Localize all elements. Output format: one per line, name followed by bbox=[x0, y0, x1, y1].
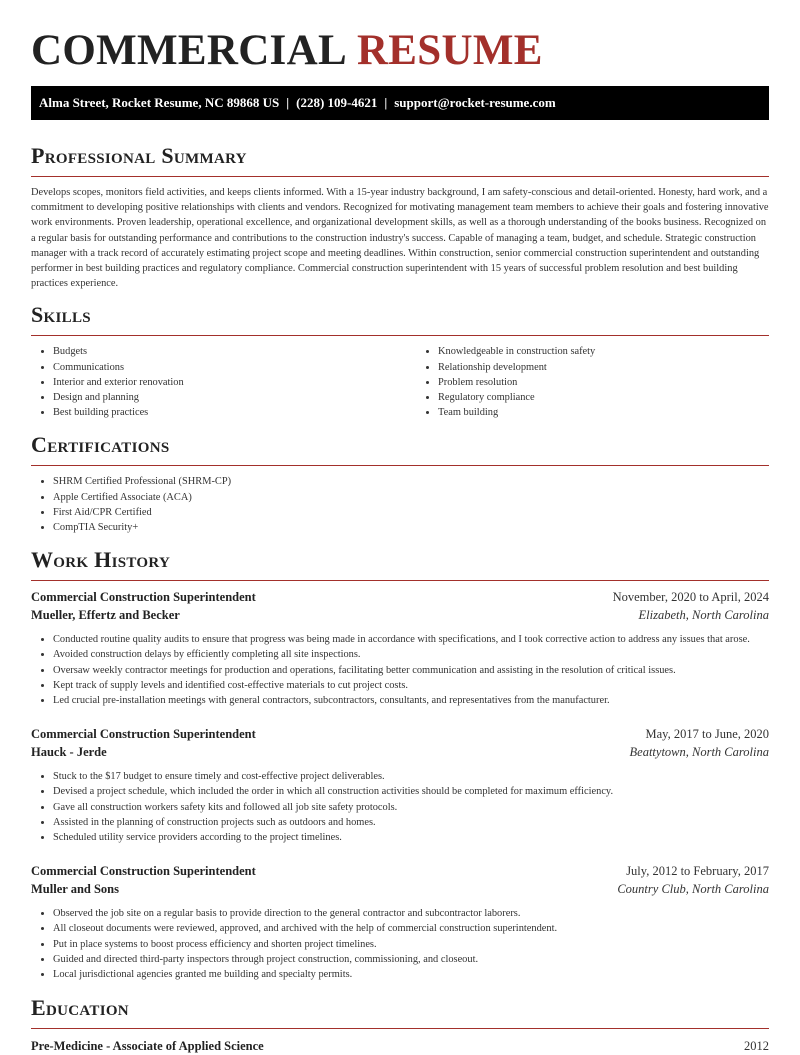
job-bullet: • Observed the job site on a regular basis to provide direction to the general contractor and subcontractor laborers. bbox=[53, 906, 769, 921]
job-title: Commercial Construction Superintendent bbox=[31, 727, 256, 742]
job-bullet: • Kept track of supply levels and identified cost-effective materials to cut project costs. bbox=[53, 678, 769, 693]
skill-item: • Regulatory compliance bbox=[438, 390, 800, 405]
skill-item: • Relationship development bbox=[438, 360, 800, 375]
job-bullets bbox=[31, 632, 769, 708]
job-company: Hauck - Jerde bbox=[31, 745, 107, 760]
job-company: Muller and Sons bbox=[31, 882, 119, 897]
education-divider bbox=[31, 1028, 769, 1029]
skill-item: • Best building practices bbox=[53, 405, 416, 420]
contact-separator: | bbox=[286, 95, 290, 110]
job-entry bbox=[31, 725, 769, 845]
certifications-section bbox=[31, 431, 769, 535]
skill-item: • Knowledgeable in construction safety bbox=[438, 344, 800, 359]
education-year: 2012 bbox=[744, 1039, 769, 1054]
certifications-list bbox=[31, 474, 769, 535]
job-bullet: • Avoided construction delays by efficiently completing all site inspections. bbox=[53, 647, 769, 662]
certification-item: • Apple Certified Associate (ACA) bbox=[53, 490, 769, 505]
skill-item: • Interior and exterior renovation bbox=[53, 375, 416, 390]
contact-phone: (228) 109-4621 bbox=[296, 95, 378, 110]
job-bullet: • Assisted in the planning of construction projects such as outdoors and homes. bbox=[53, 815, 769, 830]
skills-grid bbox=[31, 344, 769, 420]
summary-heading: Professional Summary bbox=[31, 143, 247, 168]
job-bullet: • Led crucial pre-installation meetings with general contractors, subcontractors, consultants, and representatives from the manufacturer. bbox=[53, 693, 769, 708]
summary-text: Develops scopes, monitors field activities, and keeps clients informed. With a 15-year industry background, I am safety-conscious and detail-oriented. Honesty, hard work, and a commitment to developing positive relationships with clients and vendors. Recognized for motivating management team members to achieve their goals and fostering innovative work environments. Proven leadership, operational excellence, and organizational development skills, as well as a thorough understanding of the books business. Recognized on a regular basis for outstanding performance and contributions to the construction industry's success. Capable of managing a team, budget, and schedule. Strategic construction manager with a track record of accurately estimating project scope and meeting deadlines. Within construction, senior commercial construction superintendent and outstanding performer in best building practices and regulatory compliance. Commercial construction superintendent with 15 years of successful problem resolution and best building practices experience. bbox=[31, 187, 769, 290]
job-company: Mueller, Effertz and Becker bbox=[31, 608, 180, 623]
title-second-word: RESUME bbox=[356, 27, 543, 74]
skills-list-left bbox=[31, 344, 416, 420]
summary-section bbox=[31, 142, 769, 291]
job-bullet: • Scheduled utility service providers according to the project timelines. bbox=[53, 830, 769, 845]
skill-item: • Communications bbox=[53, 360, 416, 375]
certification-item: • First Aid/CPR Certified bbox=[53, 505, 769, 520]
job-entry bbox=[31, 862, 769, 982]
summary-divider bbox=[31, 176, 769, 177]
skills-divider bbox=[31, 335, 769, 336]
skills-heading: Skills bbox=[31, 302, 91, 328]
job-location: Country Club, North Carolina bbox=[617, 882, 769, 897]
skill-item: • Budgets bbox=[53, 344, 416, 359]
work-history-heading: Work History bbox=[31, 547, 171, 573]
job-bullet: • Stuck to the $17 budget to ensure timely and cost-effective project deliverables. bbox=[53, 769, 769, 784]
job-bullet: • Conducted routine quality audits to ensure that progress was being made in accordance with specifications, and I took corrective action to address any issues that arose. bbox=[53, 632, 769, 647]
skill-item: • Problem resolution bbox=[438, 375, 800, 390]
certifications-heading: Certifications bbox=[31, 432, 170, 458]
education-degree: Pre-Medicine - Associate of Applied Science bbox=[31, 1039, 264, 1054]
job-location: Elizabeth, North Carolina bbox=[638, 608, 769, 623]
skill-item: • Design and planning bbox=[53, 390, 416, 405]
work-history-divider bbox=[31, 580, 769, 581]
certification-item: • CompTIA Security+ bbox=[53, 520, 769, 535]
skill-item: • Team building bbox=[438, 405, 800, 420]
job-bullet: • All closeout documents were reviewed, approved, and archived with the help of commercial construction superintendent. bbox=[53, 921, 769, 936]
contact-separator: | bbox=[384, 95, 388, 110]
job-bullets bbox=[31, 769, 769, 845]
job-bullet: • Oversaw weekly contractor meetings for production and operations, facilitating better communication and assisting in the resolution of critical issues. bbox=[53, 663, 769, 678]
job-bullet: • Gave all construction workers safety kits and followed all job site safety protocols. bbox=[53, 800, 769, 815]
resume-title bbox=[31, 0, 769, 76]
education-heading: Education bbox=[31, 995, 129, 1021]
certification-item: • SHRM Certified Professional (SHRM-CP) bbox=[53, 474, 769, 489]
job-dates: November, 2020 to April, 2024 bbox=[612, 590, 769, 605]
job-bullet: • Local jurisdictional agencies granted me building and specialty permits. bbox=[53, 967, 769, 982]
education-section bbox=[31, 994, 769, 1055]
contact-email[interactable]: support@rocket-resume.com bbox=[394, 95, 556, 110]
job-bullet: • Put in place systems to boost process efficiency and shorten project timelines. bbox=[53, 937, 769, 952]
job-title: Commercial Construction Superintendent bbox=[31, 590, 256, 605]
job-title: Commercial Construction Superintendent bbox=[31, 864, 256, 879]
job-dates: July, 2012 to February, 2017 bbox=[626, 864, 769, 879]
certifications-divider bbox=[31, 465, 769, 466]
job-bullets bbox=[31, 906, 769, 982]
skills-section bbox=[31, 301, 769, 420]
contact-bar bbox=[31, 86, 769, 120]
work-history-section bbox=[31, 546, 769, 982]
job-dates: May, 2017 to June, 2020 bbox=[645, 727, 769, 742]
contact-address: Alma Street, Rocket Resume, NC 89868 US bbox=[39, 95, 280, 110]
job-bullet: • Devised a project schedule, which included the order in which all construction activities should be completed for maximum efficiency. bbox=[53, 784, 769, 799]
job-entry bbox=[31, 588, 769, 708]
job-location: Beattytown, North Carolina bbox=[629, 745, 769, 760]
title-first-word: COMMERCIAL bbox=[31, 27, 347, 74]
skills-list-right bbox=[416, 344, 800, 420]
job-bullet: • Guided and directed third-party inspectors through project construction, commissioning, and closeout. bbox=[53, 952, 769, 967]
